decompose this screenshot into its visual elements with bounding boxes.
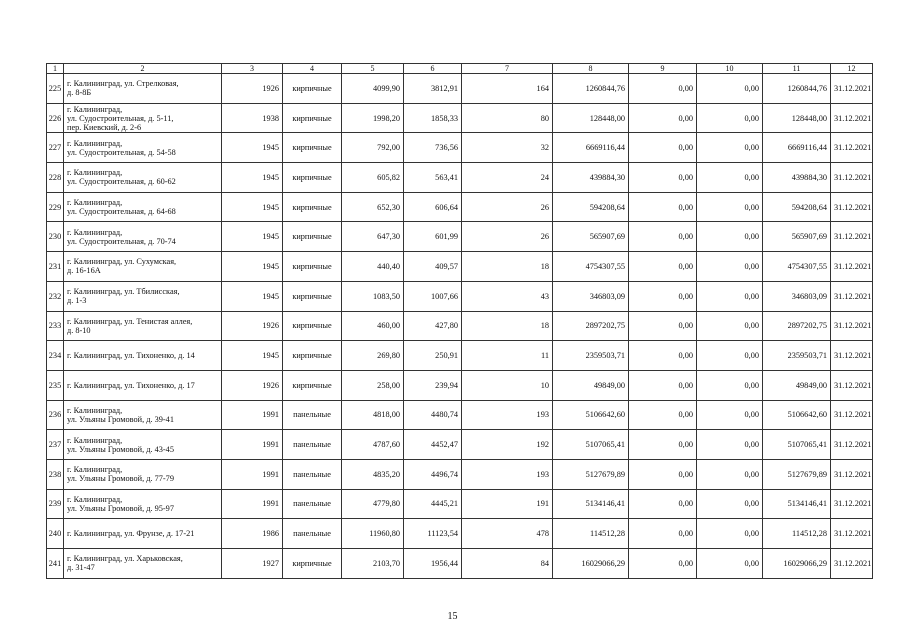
address-cell [64, 192, 222, 222]
address-line: д. 1-3 [67, 296, 87, 306]
col7-cell: 80 [462, 103, 553, 133]
col7-cell: 84 [462, 549, 553, 579]
address-line: г. Калининград, ул. Фрунзе, д. 17-21 [67, 529, 195, 539]
col7-cell: 26 [462, 192, 553, 222]
address-line: ул. Ульяны Громовой, д. 95-97 [67, 503, 174, 513]
col7-cell: 193 [462, 459, 553, 489]
col6-cell: 1956,44 [404, 549, 462, 579]
col8-cell: 346803,09 [553, 281, 629, 311]
year-cell: 1945 [222, 222, 283, 252]
address-cell [64, 370, 222, 400]
col8-cell: 6669116,44 [553, 133, 629, 163]
col10-cell: 0,00 [697, 103, 763, 133]
date-cell: 31.12.2021 [831, 549, 873, 579]
page-number: 15 [447, 611, 458, 622]
col11-cell: 5107065,41 [763, 430, 831, 460]
col9-cell: 0,00 [629, 222, 697, 252]
address-line: д. 16-16А [67, 266, 101, 276]
col9-cell: 0,00 [629, 311, 697, 341]
table-row [47, 163, 873, 193]
col9-cell: 0,00 [629, 341, 697, 371]
address-cell [64, 74, 222, 104]
row-number-cell: 229 [47, 192, 64, 222]
col6-cell: 4445,21 [404, 489, 462, 519]
address-line: г. Калининград, [67, 104, 123, 114]
col10-cell: 0,00 [697, 192, 763, 222]
row-number-cell: 237 [47, 430, 64, 460]
row-number-cell: 241 [47, 549, 64, 579]
year-cell: 1927 [222, 549, 283, 579]
wall-material-cell: панельные [283, 400, 342, 430]
col11-cell: 4754307,55 [763, 252, 831, 282]
housing-data-table [46, 63, 873, 579]
col5-cell: 1083,50 [342, 281, 404, 311]
address-cell [64, 281, 222, 311]
col9-cell: 0,00 [629, 252, 697, 282]
row-number-cell: 235 [47, 370, 64, 400]
year-cell: 1945 [222, 163, 283, 193]
date-cell: 31.12.2021 [831, 192, 873, 222]
address-line: ул. Судостроительная, д. 64-68 [67, 207, 176, 217]
col6-cell: 239,94 [404, 370, 462, 400]
col7-cell: 32 [462, 133, 553, 163]
table-row [47, 281, 873, 311]
address-line: г. Калининград, [67, 168, 123, 178]
address-line: ул. Судостроительная, д. 5-11, [67, 113, 174, 123]
year-cell: 1945 [222, 252, 283, 282]
address-line: г. Калининград, ул. Харьковская, [67, 554, 183, 564]
address-line: г. Калининград, [67, 227, 123, 237]
col7-cell: 478 [462, 519, 553, 549]
column-header-10: 10 [697, 64, 763, 74]
date-cell: 31.12.2021 [831, 459, 873, 489]
col7-cell: 192 [462, 430, 553, 460]
col8-cell: 439884,30 [553, 163, 629, 193]
row-number-cell: 233 [47, 311, 64, 341]
col5-cell: 2103,70 [342, 549, 404, 579]
row-number-cell: 232 [47, 281, 64, 311]
col5-cell: 258,00 [342, 370, 404, 400]
row-number-cell: 226 [47, 103, 64, 133]
table-row [47, 519, 873, 549]
year-cell: 1938 [222, 103, 283, 133]
col9-cell: 0,00 [629, 430, 697, 460]
wall-material-cell: панельные [283, 489, 342, 519]
col9-cell: 0,00 [629, 459, 697, 489]
col5-cell: 11960,80 [342, 519, 404, 549]
col10-cell: 0,00 [697, 281, 763, 311]
address-line: ул. Судостроительная, д. 70-74 [67, 236, 176, 246]
table-row [47, 222, 873, 252]
col9-cell: 0,00 [629, 400, 697, 430]
col10-cell: 0,00 [697, 549, 763, 579]
col9-cell: 0,00 [629, 519, 697, 549]
col7-cell: 164 [462, 74, 553, 104]
col7-cell: 18 [462, 252, 553, 282]
col11-cell: 439884,30 [763, 163, 831, 193]
address-cell [64, 459, 222, 489]
col10-cell: 0,00 [697, 430, 763, 460]
col8-cell: 5127679,89 [553, 459, 629, 489]
col8-cell: 4754307,55 [553, 252, 629, 282]
date-cell: 31.12.2021 [831, 400, 873, 430]
column-header-3: 3 [222, 64, 283, 74]
address-cell [64, 489, 222, 519]
date-cell: 31.12.2021 [831, 519, 873, 549]
col8-cell: 49849,00 [553, 370, 629, 400]
col11-cell: 5127679,89 [763, 459, 831, 489]
address-cell [64, 311, 222, 341]
column-header-1: 1 [47, 64, 64, 74]
year-cell: 1926 [222, 370, 283, 400]
date-cell: 31.12.2021 [831, 222, 873, 252]
col8-cell: 128448,00 [553, 103, 629, 133]
wall-material-cell: кирпичные [283, 222, 342, 252]
row-number-cell: 236 [47, 400, 64, 430]
date-cell: 31.12.2021 [831, 370, 873, 400]
col9-cell: 0,00 [629, 74, 697, 104]
date-cell: 31.12.2021 [831, 430, 873, 460]
wall-material-cell: кирпичные [283, 163, 342, 193]
row-number-cell: 238 [47, 459, 64, 489]
col8-cell: 114512,28 [553, 519, 629, 549]
address-cell [64, 133, 222, 163]
col10-cell: 0,00 [697, 519, 763, 549]
year-cell: 1991 [222, 430, 283, 460]
col5-cell: 460,00 [342, 311, 404, 341]
address-cell [64, 400, 222, 430]
date-cell: 31.12.2021 [831, 311, 873, 341]
col5-cell: 605,82 [342, 163, 404, 193]
year-cell: 1945 [222, 341, 283, 371]
date-cell: 31.12.2021 [831, 74, 873, 104]
col8-cell: 1260844,76 [553, 74, 629, 104]
wall-material-cell: кирпичные [283, 549, 342, 579]
col6-cell: 563,41 [404, 163, 462, 193]
col10-cell: 0,00 [697, 341, 763, 371]
col5-cell: 269,80 [342, 341, 404, 371]
col5-cell: 4818,00 [342, 400, 404, 430]
table-row [47, 311, 873, 341]
address-line: д. 31-47 [67, 563, 95, 573]
table-row [47, 430, 873, 460]
date-cell: 31.12.2021 [831, 133, 873, 163]
date-cell: 31.12.2021 [831, 281, 873, 311]
column-header-4: 4 [283, 64, 342, 74]
col10-cell: 0,00 [697, 489, 763, 519]
year-cell: 1926 [222, 74, 283, 104]
wall-material-cell: кирпичные [283, 133, 342, 163]
col11-cell: 565907,69 [763, 222, 831, 252]
col11-cell: 5106642,60 [763, 400, 831, 430]
wall-material-cell: кирпичные [283, 341, 342, 371]
address-line: ул. Судостроительная, д. 60-62 [67, 177, 176, 187]
col11-cell: 594208,64 [763, 192, 831, 222]
wall-material-cell: кирпичные [283, 281, 342, 311]
row-number-cell: 239 [47, 489, 64, 519]
table-row [47, 400, 873, 430]
wall-material-cell: кирпичные [283, 74, 342, 104]
col10-cell: 0,00 [697, 133, 763, 163]
col8-cell: 594208,64 [553, 192, 629, 222]
col9-cell: 0,00 [629, 163, 697, 193]
col11-cell: 346803,09 [763, 281, 831, 311]
wall-material-cell: кирпичные [283, 103, 342, 133]
col6-cell: 3812,91 [404, 74, 462, 104]
col9-cell: 0,00 [629, 489, 697, 519]
col5-cell: 4099,90 [342, 74, 404, 104]
year-cell: 1986 [222, 519, 283, 549]
wall-material-cell: кирпичные [283, 370, 342, 400]
col8-cell: 5106642,60 [553, 400, 629, 430]
address-cell [64, 252, 222, 282]
column-header-6: 6 [404, 64, 462, 74]
col6-cell: 1858,33 [404, 103, 462, 133]
col11-cell: 2897202,75 [763, 311, 831, 341]
col7-cell: 193 [462, 400, 553, 430]
table-row [47, 341, 873, 371]
col5-cell: 1998,20 [342, 103, 404, 133]
col8-cell: 5107065,41 [553, 430, 629, 460]
col8-cell: 5134146,41 [553, 489, 629, 519]
wall-material-cell: панельные [283, 519, 342, 549]
row-number-cell: 228 [47, 163, 64, 193]
col8-cell: 2897202,75 [553, 311, 629, 341]
col10-cell: 0,00 [697, 222, 763, 252]
table-row [47, 133, 873, 163]
date-cell: 31.12.2021 [831, 252, 873, 282]
column-header-2: 2 [64, 64, 222, 74]
col8-cell: 2359503,71 [553, 341, 629, 371]
address-cell [64, 519, 222, 549]
address-cell [64, 549, 222, 579]
address-line: ул. Ульяны Громовой, д. 43-45 [67, 444, 174, 454]
column-header-11: 11 [763, 64, 831, 74]
address-line: пер. Киевский, д. 2-6 [67, 122, 142, 132]
column-header-12: 12 [831, 64, 873, 74]
address-line: г. Калининград, ул. Тбилисская, [67, 287, 180, 297]
col10-cell: 0,00 [697, 311, 763, 341]
col5-cell: 792,00 [342, 133, 404, 163]
date-cell: 31.12.2021 [831, 489, 873, 519]
wall-material-cell: кирпичные [283, 252, 342, 282]
row-number-cell: 234 [47, 341, 64, 371]
address-line: г. Калининград, ул. Стрелковая, [67, 79, 179, 89]
col7-cell: 24 [462, 163, 553, 193]
col5-cell: 647,30 [342, 222, 404, 252]
address-line: г. Калининград, [67, 465, 123, 475]
address-line: д. 8-8Б [67, 88, 92, 98]
year-cell: 1926 [222, 311, 283, 341]
col6-cell: 4496,74 [404, 459, 462, 489]
col5-cell: 652,30 [342, 192, 404, 222]
year-cell: 1991 [222, 489, 283, 519]
col9-cell: 0,00 [629, 133, 697, 163]
col5-cell: 4835,20 [342, 459, 404, 489]
col7-cell: 11 [462, 341, 553, 371]
col5-cell: 440,40 [342, 252, 404, 282]
address-cell [64, 163, 222, 193]
col6-cell: 409,57 [404, 252, 462, 282]
table-row [47, 252, 873, 282]
col11-cell: 114512,28 [763, 519, 831, 549]
col10-cell: 0,00 [697, 400, 763, 430]
col8-cell: 565907,69 [553, 222, 629, 252]
col10-cell: 0,00 [697, 74, 763, 104]
wall-material-cell: панельные [283, 459, 342, 489]
row-number-cell: 225 [47, 74, 64, 104]
row-number-cell: 230 [47, 222, 64, 252]
col6-cell: 1007,66 [404, 281, 462, 311]
column-number-header-row [47, 64, 873, 74]
wall-material-cell: кирпичные [283, 311, 342, 341]
col11-cell: 1260844,76 [763, 74, 831, 104]
col7-cell: 10 [462, 370, 553, 400]
address-line: г. Калининград, [67, 405, 123, 415]
address-line: ул. Судостроительная, д. 54-58 [67, 147, 176, 157]
table-row [47, 549, 873, 579]
col6-cell: 11123,54 [404, 519, 462, 549]
col11-cell: 6669116,44 [763, 133, 831, 163]
date-cell: 31.12.2021 [831, 163, 873, 193]
col10-cell: 0,00 [697, 252, 763, 282]
col11-cell: 49849,00 [763, 370, 831, 400]
col7-cell: 43 [462, 281, 553, 311]
wall-material-cell: кирпичные [283, 192, 342, 222]
address-line: г. Калининград, ул. Тенистая аллея, [67, 316, 193, 326]
col7-cell: 191 [462, 489, 553, 519]
table-row [47, 459, 873, 489]
year-cell: 1945 [222, 192, 283, 222]
col9-cell: 0,00 [629, 281, 697, 311]
address-line: ул. Ульяны Громовой, д. 39-41 [67, 414, 174, 424]
col6-cell: 601,99 [404, 222, 462, 252]
address-cell [64, 341, 222, 371]
wall-material-cell: панельные [283, 430, 342, 460]
col10-cell: 0,00 [697, 459, 763, 489]
col6-cell: 4480,74 [404, 400, 462, 430]
col9-cell: 0,00 [629, 192, 697, 222]
date-cell: 31.12.2021 [831, 103, 873, 133]
column-header-7: 7 [462, 64, 553, 74]
table-row [47, 489, 873, 519]
col9-cell: 0,00 [629, 370, 697, 400]
col11-cell: 2359503,71 [763, 341, 831, 371]
column-header-9: 9 [629, 64, 697, 74]
year-cell: 1991 [222, 459, 283, 489]
col10-cell: 0,00 [697, 370, 763, 400]
year-cell: 1991 [222, 400, 283, 430]
address-line: г. Калининград, [67, 198, 123, 208]
col6-cell: 250,91 [404, 341, 462, 371]
address-line: г. Калининград, ул. Сухумская, [67, 257, 177, 267]
address-cell [64, 222, 222, 252]
table-row [47, 74, 873, 104]
col5-cell: 4787,60 [342, 430, 404, 460]
col7-cell: 26 [462, 222, 553, 252]
address-line: г. Калининград, ул. Тихоненко, д. 17 [67, 380, 195, 390]
address-cell [64, 103, 222, 133]
address-line: г. Калининград, [67, 435, 123, 445]
col11-cell: 128448,00 [763, 103, 831, 133]
col8-cell: 16029066,29 [553, 549, 629, 579]
col6-cell: 4452,47 [404, 430, 462, 460]
col9-cell: 0,00 [629, 549, 697, 579]
table-body [47, 64, 873, 579]
row-number-cell: 227 [47, 133, 64, 163]
row-number-cell: 240 [47, 519, 64, 549]
address-line: д. 8-10 [67, 325, 91, 335]
address-line: г. Калининград, ул. Тихоненко, д. 14 [67, 351, 195, 361]
col11-cell: 5134146,41 [763, 489, 831, 519]
year-cell: 1945 [222, 281, 283, 311]
column-header-5: 5 [342, 64, 404, 74]
address-line: г. Калининград, [67, 138, 123, 148]
address-line: ул. Ульяны Громовой, д. 77-79 [67, 474, 174, 484]
col7-cell: 18 [462, 311, 553, 341]
table-row [47, 103, 873, 133]
address-line: г. Калининград, [67, 494, 123, 504]
column-header-8: 8 [553, 64, 629, 74]
col9-cell: 0,00 [629, 103, 697, 133]
col10-cell: 0,00 [697, 163, 763, 193]
col6-cell: 427,80 [404, 311, 462, 341]
address-cell [64, 430, 222, 460]
col6-cell: 606,64 [404, 192, 462, 222]
table-row [47, 192, 873, 222]
table-row [47, 370, 873, 400]
date-cell: 31.12.2021 [831, 341, 873, 371]
col6-cell: 736,56 [404, 133, 462, 163]
row-number-cell: 231 [47, 252, 64, 282]
col5-cell: 4779,80 [342, 489, 404, 519]
year-cell: 1945 [222, 133, 283, 163]
col11-cell: 16029066,29 [763, 549, 831, 579]
